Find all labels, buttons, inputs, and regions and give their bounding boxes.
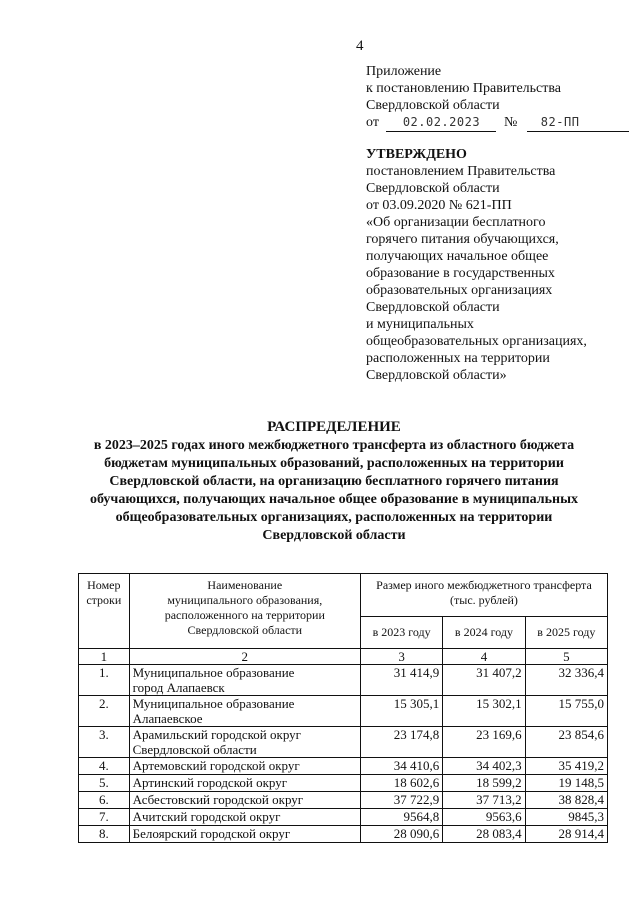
document-title bbox=[60, 418, 608, 545]
header-text: муниципального образования, bbox=[167, 593, 323, 607]
approved-line: постановлением Правительства bbox=[366, 164, 556, 179]
table-body bbox=[79, 665, 608, 843]
municipality-name-line: Артемовский городской округ bbox=[132, 758, 300, 773]
value-2024: 18 599,2 bbox=[443, 775, 525, 792]
table-row bbox=[79, 792, 608, 809]
value-2025: 15 755,0 bbox=[525, 696, 607, 727]
municipality-name bbox=[129, 696, 360, 727]
appendix-line-1: Приложение bbox=[366, 64, 442, 79]
column-number: 1 bbox=[79, 649, 130, 665]
header-text: строки bbox=[86, 593, 122, 607]
value-2025: 35 419,2 bbox=[525, 758, 607, 775]
value-2023: 23 174,8 bbox=[360, 727, 442, 758]
value-2025: 32 336,4 bbox=[525, 665, 607, 696]
approved-line: и муниципальных bbox=[366, 317, 474, 332]
municipality-name bbox=[129, 792, 360, 809]
header-text: Размер иного межбюджетного трансферта bbox=[376, 578, 592, 592]
value-2024: 37 713,2 bbox=[443, 792, 525, 809]
value-2023: 34 410,6 bbox=[360, 758, 442, 775]
table-row bbox=[79, 758, 608, 775]
row-number: 3. bbox=[79, 727, 130, 758]
appendix-line-3: Свердловской области bbox=[366, 98, 500, 113]
column-number: 3 bbox=[360, 649, 442, 665]
municipality-name-line: Алапаевское bbox=[132, 711, 203, 726]
row-number: 7. bbox=[79, 809, 130, 826]
header-text: (тыс. рублей) bbox=[450, 593, 518, 607]
appendix-date-line bbox=[366, 114, 626, 132]
number-label: № bbox=[503, 115, 518, 130]
title-line: в 2023–2025 годах иного межбюджетного трансферта из областного бюджета bbox=[93, 438, 575, 453]
value-2025: 23 854,6 bbox=[525, 727, 607, 758]
municipality-name-line: Муниципальное образование bbox=[132, 696, 295, 711]
value-2024: 34 402,3 bbox=[443, 758, 525, 775]
header-transfer-size bbox=[360, 574, 607, 617]
page-number: 4 bbox=[356, 38, 364, 54]
header-text: Свердловской области bbox=[187, 623, 303, 637]
municipality-name-line: Артинский городской округ bbox=[132, 775, 288, 790]
municipality-name bbox=[129, 758, 360, 775]
title-line: бюджетам муниципальных образований, расположенных на территории bbox=[104, 456, 564, 471]
value-2024: 31 407,2 bbox=[443, 665, 525, 696]
municipality-name bbox=[129, 775, 360, 792]
table-row bbox=[79, 727, 608, 758]
header-text: Наименование bbox=[207, 578, 283, 592]
from-label: от bbox=[366, 115, 379, 130]
municipality-name-line: Арамильский городской округ bbox=[132, 727, 301, 742]
approved-line: Свердловской области bbox=[366, 181, 500, 196]
approved-line: расположенных на территории bbox=[366, 351, 550, 366]
value-2025: 9845,3 bbox=[525, 809, 607, 826]
approved-block bbox=[366, 146, 628, 384]
municipality-name-line: Асбестовский городской округ bbox=[132, 792, 304, 807]
table-row bbox=[79, 775, 608, 792]
resolution-date: 02.02.2023 bbox=[386, 114, 496, 132]
row-number: 5. bbox=[79, 775, 130, 792]
municipality-name-line: Муниципальное образование bbox=[132, 665, 295, 680]
table-row bbox=[79, 665, 608, 696]
header-year-2025: в 2025 году bbox=[525, 617, 607, 649]
approved-heading: УТВЕРЖДЕНО bbox=[366, 147, 467, 162]
title-line: обучающихся, получающих начальное общее образование в муниципальных bbox=[89, 492, 579, 507]
header-text: Номер bbox=[87, 578, 121, 592]
allocation-table bbox=[78, 573, 608, 843]
column-number: 4 bbox=[443, 649, 525, 665]
value-2023: 28 090,6 bbox=[360, 826, 442, 843]
column-numbers-row bbox=[79, 649, 608, 665]
resolution-number: 82-ПП bbox=[527, 114, 629, 132]
approved-line: Свердловской области» bbox=[366, 368, 507, 383]
approved-line: образовательных организациях bbox=[366, 283, 553, 298]
municipality-name bbox=[129, 727, 360, 758]
value-2025: 38 828,4 bbox=[525, 792, 607, 809]
column-number: 5 bbox=[525, 649, 607, 665]
value-2024: 28 083,4 bbox=[443, 826, 525, 843]
table-row bbox=[79, 809, 608, 826]
value-2023: 31 414,9 bbox=[360, 665, 442, 696]
header-year-2023: в 2023 году bbox=[360, 617, 442, 649]
municipality-name bbox=[129, 826, 360, 843]
approved-line: горячего питания обучающихся, bbox=[366, 232, 559, 247]
value-2025: 28 914,4 bbox=[525, 826, 607, 843]
value-2023: 9564,8 bbox=[360, 809, 442, 826]
title-main: РАСПРЕДЕЛЕНИЕ bbox=[267, 419, 401, 435]
table-row bbox=[79, 826, 608, 843]
value-2024: 9563,6 bbox=[443, 809, 525, 826]
value-2023: 18 602,6 bbox=[360, 775, 442, 792]
table-header-row bbox=[79, 574, 608, 617]
title-line: общеобразовательных организациях, расположенных на территории bbox=[115, 510, 553, 525]
appendix-line-2: к постановлению Правительства bbox=[366, 81, 562, 96]
row-number: 1. bbox=[79, 665, 130, 696]
table-row bbox=[79, 696, 608, 727]
column-number: 2 bbox=[129, 649, 360, 665]
municipality-name bbox=[129, 809, 360, 826]
approved-line: Свердловской области bbox=[366, 300, 500, 315]
row-number: 4. bbox=[79, 758, 130, 775]
approved-line: образование в государственных bbox=[366, 266, 555, 281]
appendix-block bbox=[366, 63, 626, 132]
title-line: Свердловской области bbox=[262, 528, 406, 543]
value-2025: 19 148,5 bbox=[525, 775, 607, 792]
value-2023: 15 305,1 bbox=[360, 696, 442, 727]
approved-line: общеобразовательных организациях, bbox=[366, 334, 587, 349]
header-text: расположенного на территории bbox=[164, 608, 325, 622]
municipality-name-line: Белоярский городской округ bbox=[132, 826, 291, 841]
row-number: 8. bbox=[79, 826, 130, 843]
header-row-number bbox=[79, 574, 130, 649]
row-number: 6. bbox=[79, 792, 130, 809]
municipality-name bbox=[129, 665, 360, 696]
municipality-name-line: Свердловской области bbox=[132, 742, 257, 757]
approved-line: «Об организации бесплатного bbox=[366, 215, 546, 230]
value-2023: 37 722,9 bbox=[360, 792, 442, 809]
value-2024: 23 169,6 bbox=[443, 727, 525, 758]
approved-line: получающих начальное общее bbox=[366, 249, 549, 264]
header-name bbox=[129, 574, 360, 649]
approved-line: от 03.09.2020 № 621-ПП bbox=[366, 198, 512, 213]
title-line: Свердловской области, на организацию бесплатного горячего питания bbox=[109, 474, 559, 489]
municipality-name-line: город Алапаевск bbox=[132, 680, 225, 695]
value-2024: 15 302,1 bbox=[443, 696, 525, 727]
municipality-name-line: Ачитский городской округ bbox=[132, 809, 281, 824]
row-number: 2. bbox=[79, 696, 130, 727]
header-year-2024: в 2024 году bbox=[443, 617, 525, 649]
